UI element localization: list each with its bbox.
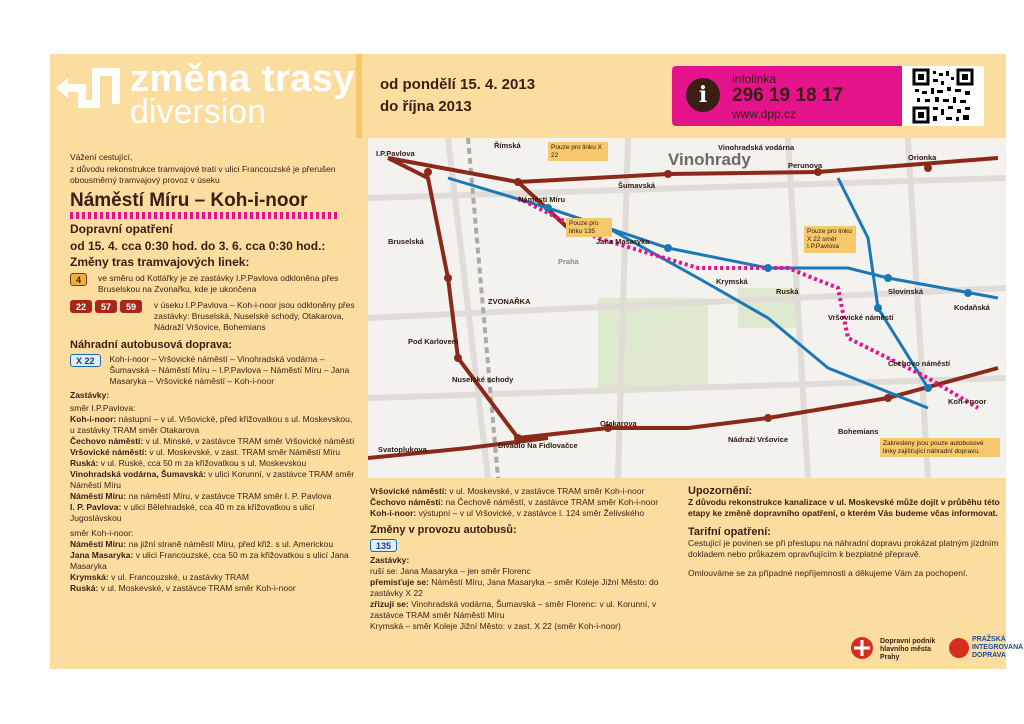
tariff-title: Tarifní opatření:: [688, 526, 771, 538]
stop-entry: [370, 497, 670, 508]
stop-desc: v ul. Moskevské, v zastávce TRAM směr Koh-i-noor: [449, 486, 645, 496]
dpp-logo-icon: [848, 636, 876, 660]
diversion-arrow-icon: [54, 60, 124, 116]
tram-line-badge: 4: [70, 273, 87, 286]
stop-name: Koh-i-noor:: [70, 413, 117, 424]
direction-1-stops: [70, 414, 356, 524]
tram-line-badge: 59: [120, 300, 142, 313]
stop-entry: [70, 447, 356, 458]
tram-change-text: v úseku I.P.Pavlova – Koh-i-noor jsou odkloněny přes zastávky: Bruselská, Nuselské schody, Otakarova, Nádraží Vršovice, Bohemians: [154, 299, 355, 332]
bottom-right-text: [678, 478, 1024, 669]
infoline-url[interactable]: www.dpp.cz: [732, 107, 797, 121]
stop-desc: na jižní straně náměstí Míru, před křiž. s ul. Americkou: [128, 538, 334, 549]
tram-change-text: ve směru od Kotlářky je ze zastávky I.P.Pavlova odkloněna přes Bruselskou na Zvonařku, kde je ukončena: [98, 272, 339, 294]
stop-name: Náměstí Míru:: [70, 490, 127, 501]
pid-logo-icon: [948, 636, 970, 660]
moved-stop: [370, 577, 670, 599]
map-stop-label: Pod Karlovem: [408, 337, 459, 346]
tram-change-row: [70, 300, 356, 333]
map-stop-label: Slovinská: [888, 287, 924, 296]
valid-from: od pondělí 15. 4. 2013: [380, 76, 536, 93]
left-column: [50, 138, 368, 669]
map-area-label: Praha: [558, 257, 579, 266]
map-stop-label: Jana Masaryka: [596, 237, 650, 246]
map-stop-label: Vinohradská vodárna: [718, 143, 795, 152]
bottom-left-text: [370, 486, 670, 632]
stop-name: Vršovické náměstí:: [370, 486, 448, 496]
info-icon: i: [686, 78, 720, 112]
stop-name: Jana Masaryka:: [70, 549, 134, 560]
bus-line-row: [370, 539, 670, 552]
new-stops: [370, 599, 670, 621]
tariff-text: Cestující je povinen se při přestupu na náhradní dopravu prokázat platným jízdním dokladem nebo průkazem opravňujícím k bezplatné přepravě.: [688, 538, 999, 559]
stop-name: Krymská:: [70, 571, 109, 582]
map-stop-label: ZVONAŘKA: [488, 297, 531, 306]
moved-label: přemisťuje se:: [370, 577, 429, 587]
new-text: Vinohradská vodárna, Šumavská – směr Florenc: v ul. Korunní, v zastávce TRAM směr Náměstí Míru: [370, 599, 657, 620]
stop-entry: [370, 486, 670, 497]
infoline-box: [672, 66, 984, 126]
diversion-poster: [50, 54, 1024, 669]
bus-changes-title: Změny v provozu autobusů:: [370, 524, 517, 536]
warning-title: Upozornění:: [688, 485, 753, 497]
stop-entry: [70, 572, 356, 583]
stop-desc: výstupní – v ul Vršovické, v zastávce l. 124 směr Želivského: [418, 508, 645, 518]
map-stop-label: I.P.Pavlova: [376, 149, 415, 158]
intro-line: obousměrný tramvajový provoz v úseku: [70, 175, 220, 185]
valid-until: do října 2013: [380, 98, 472, 115]
intro-text: [70, 152, 356, 187]
bus-line-badge: 135: [370, 539, 397, 552]
measures-dates: od 15. 4. cca 0:30 hod. do 3. 6. cca 0:30 hod.:: [70, 238, 326, 253]
stop-name: Čechovo náměstí:: [70, 435, 144, 446]
map-legend-note: Zakresleny jsou pouze autobusové linky zajišťující náhradní dopravu.: [880, 438, 1000, 457]
stop-name: Čechovo náměstí:: [370, 497, 444, 507]
stop-name: I. P. Pavlova:: [70, 501, 122, 512]
map-stop-label: Šumavská: [618, 181, 656, 190]
stop-entry: [70, 502, 356, 524]
qr-code-icon[interactable]: [902, 66, 984, 126]
intro-line: Vážení cestující,: [70, 152, 133, 162]
map-stop-label: Čechovo náměstí: [888, 359, 951, 368]
new-label: zřizují se:: [370, 599, 409, 609]
stop-entry: [70, 550, 356, 572]
stop-desc: v ulici Korunní, v zastávce TRAM směr Náměstí Míru: [70, 468, 355, 490]
stop-desc: nástupní – v ul. Vršovické, před křižovatkou s ul. Moskevskou, u zastávky TRAM směr Otakarova: [70, 413, 353, 435]
stop-name: Vršovické náměstí:: [70, 446, 148, 457]
map-stop-label: Náměstí Míru: [518, 195, 566, 204]
stop-name: Ruská:: [70, 582, 99, 593]
map-stop-label: Bruselská: [388, 237, 424, 246]
bottom-section: [368, 478, 1024, 669]
stop-name: Koh-i-noor:: [370, 508, 417, 518]
district-label: Vinohrady: [668, 150, 751, 169]
map-stop-label: Koh-i-noor: [948, 397, 987, 406]
map-stop-label: Ruská: [776, 287, 799, 296]
stop-desc: v ul. Ruské, cca 50 m za křižovatkou s ul. Moskevskou: [100, 457, 307, 468]
map-stop-label: Římská: [494, 141, 521, 150]
stop-desc: v ul. Moskevské, v zast. TRAM směr Náměstí Míru: [149, 446, 341, 457]
map-note: Pouze pro linku X 22: [548, 142, 608, 161]
map-note: Pouze pro linku 135: [566, 218, 612, 237]
stop-entry: [70, 469, 356, 491]
map-stop-label: Krymská: [716, 277, 748, 286]
stop-entry: [70, 539, 356, 550]
bus-line-badge: X 22: [70, 354, 101, 367]
map-note: Pouze pro linku X 22 směr I.P.Pavlova: [804, 226, 856, 253]
infoline-phone[interactable]: 296 19 18 17: [732, 85, 843, 106]
map-stop-label: Nuselské schody: [452, 375, 514, 384]
infoline-label: infolinka: [732, 72, 777, 86]
poster-header: [50, 54, 1006, 138]
tram-change-row: [70, 273, 356, 295]
map-stop-label: Kodaňská: [954, 303, 990, 312]
map-stop-label: Bohemians: [838, 427, 879, 436]
map-stop-label: Nádraží Vršovice: [728, 435, 789, 444]
moved-text: Náměstí Míru, Jana Masaryka – směr Koleje Jižní Město: do zastávky X 22: [370, 577, 659, 598]
bus-route-row: [70, 354, 356, 387]
map-lines: [368, 138, 1006, 478]
stop-desc: v ul. Francouzské, u zastávky TRAM: [111, 571, 249, 582]
route-map[interactable]: [368, 138, 1006, 478]
stops-title: Zastávky:: [370, 555, 410, 565]
stop-desc: na náměstí Míru, v zastávce TRAM směr I. P. Pavlova: [128, 490, 332, 501]
stop-name: Náměstí Míru:: [70, 538, 127, 549]
tram-line-badge: 57: [95, 300, 117, 313]
affected-section-title: Náměstí Míru – Koh-i-noor: [70, 189, 308, 211]
warning-text: Z důvodu rekonstrukce kanalizace v ul. Moskevské může dojít v průběhu této etapy ke změně dopravního opatření, o kterém Vás budeme včas informovat.: [688, 497, 1000, 518]
direction-2-stops: [70, 539, 356, 594]
brand-title-cz: změna trasy: [130, 58, 356, 100]
apology-text: Omlouváme se za případné nepříjemnosti a děkujeme Vám za pochopení.: [688, 568, 968, 578]
pid-name: PRAŽSKÁ INTEGROVANÁ DOPRAVA: [972, 636, 1024, 659]
measures-title: Dopravní opatření: [70, 221, 173, 236]
stop-desc: v ulici Bělehradské, cca 40 m za křižovatkou s ulicí Jugoslávskou: [70, 501, 315, 523]
stop-entry: [70, 414, 356, 436]
tram-changes-title: Změny tras tramvajových linek:: [70, 254, 250, 269]
replacement-bus-title: Náhradní autobusová doprava:: [70, 338, 232, 351]
park-area: [598, 298, 708, 388]
map-stop-label: Divadlo Na Fidlovačce: [498, 441, 578, 450]
stop-name: Vinohradská vodárna, Šumavská:: [70, 468, 206, 479]
map-stop-label: Orionka: [908, 153, 937, 162]
stop-desc: v ulici Francouzské, cca 50 m za křižovatkou s ulicí Jana Masaryka: [70, 549, 349, 571]
closed-track-pattern: [70, 212, 338, 219]
brand-title-en: diversion: [130, 93, 267, 131]
map-stop-label: Svatoplukova: [378, 445, 427, 454]
new-stops-2: Krymská – směr Koleje Jižní Město: v zast. X 22 (směr Koh-i-noor): [370, 621, 621, 631]
stop-entry: [70, 583, 356, 594]
dpp-name: Dopravní podnik hlavního města Prahy: [880, 638, 936, 661]
map-stop-label: Perunova: [788, 161, 823, 170]
tram-line-badge: 22: [70, 300, 92, 313]
stop-desc: na Čechově náměstí, v zastávce TRAM směr Koh-i-noor: [445, 497, 659, 507]
direction-title: směr I.P.Pavlova:: [70, 402, 136, 413]
stop-desc: v ul. Minské, v zastávce TRAM směr Vršovické náměstí: [145, 435, 355, 446]
cancelled-stop: ruší se: Jana Masaryka – jen směr Florenc: [370, 566, 531, 576]
map-stop-label: Otakarova: [600, 419, 637, 428]
stop-name: Ruská:: [70, 457, 99, 468]
header-divider: [356, 54, 362, 138]
stop-desc: v ul. Moskevské, v zastávce TRAM směr Koh-i-noor: [100, 582, 296, 593]
stop-entry: [70, 436, 356, 447]
bus-route-text: Koh-i-noor – Vršovické náměstí – Vinohradská vodárna – Šumavská – Náměstí Míru – I.P.Pavlova – Náměstí Míru – Jana Masaryka – Vršovické náměstí – Koh-i-noor: [109, 353, 350, 386]
direction-title: směr Koh-i-noor:: [70, 527, 134, 538]
stop-entry: [370, 508, 670, 519]
map-stop-label: Vršovické náměstí: [828, 313, 894, 322]
stop-entry: [70, 491, 356, 502]
intro-line: z důvodu rekonstrukce tramvajové trati v ulici Francouzské je přerušen: [70, 163, 336, 174]
stops-title: Zastávky:: [70, 389, 110, 400]
stop-entry: [70, 458, 356, 469]
